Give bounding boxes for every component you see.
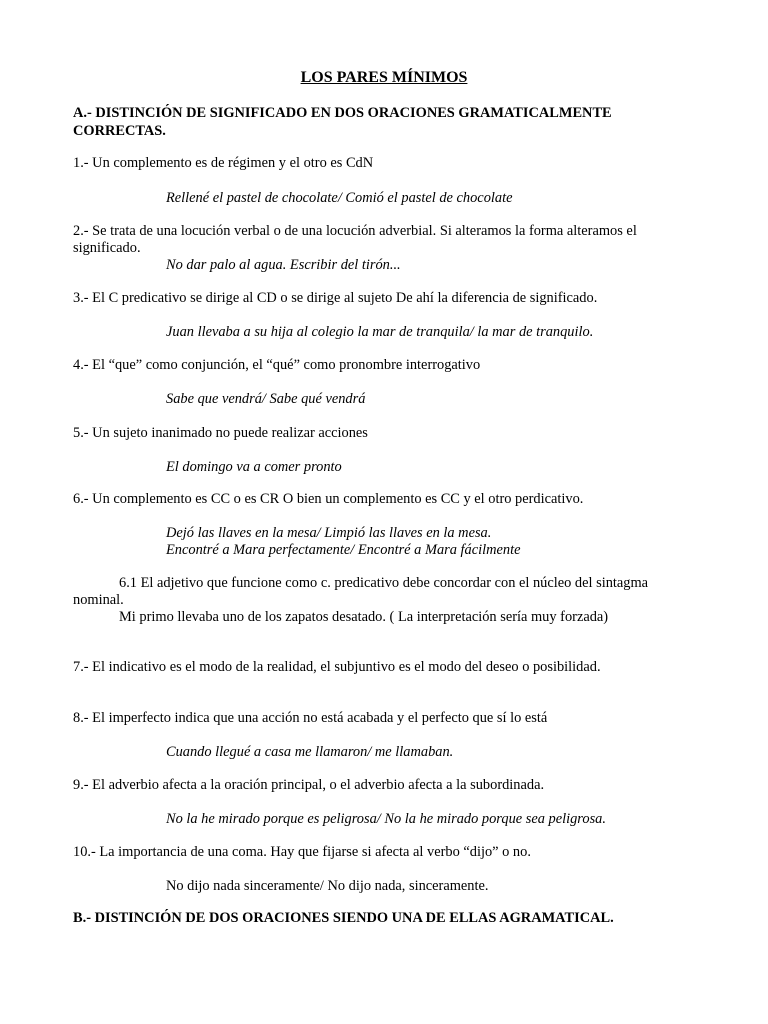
item-6-example-1: Dejó las llaves en la mesa/ Limpió las llaves en la mesa. (166, 525, 492, 541)
item-8-text: 8.- El imperfecto indica que una acción no está acabada y el perfecto que sí lo está (73, 710, 548, 726)
item-5-text: 5.- Un sujeto inanimado no puede realizar acciones (73, 425, 368, 441)
item-5-example: El domingo va a comer pronto (166, 459, 342, 475)
item-9-example: No la he mirado porque es peligrosa/ No la he mirado porque sea peligrosa. (166, 811, 606, 827)
item-1-text: 1.- Un complemento es de régimen y el otro es CdN (73, 155, 374, 171)
item-2-text-line1: 2.- Se trata de una locución verbal o de una locución adverbial. Si alteramos la forma alteramos el (73, 223, 637, 239)
item-3-text: 3.- El C predicativo se dirige al CD o se dirige al sujeto De ahí la diferencia de significado. (73, 290, 598, 306)
item-7-text: 7.- El indicativo es el modo de la realidad, el subjuntivo es el modo del deseo o posibilidad. (73, 659, 601, 675)
item-3-example: Juan llevaba a su hija al colegio la mar de tranquila/ la mar de tranquilo. (166, 324, 594, 340)
item-6-1-example: Mi primo llevaba uno de los zapatos desatado. ( La interpretación sería muy forzada) (119, 609, 609, 625)
item-6-text: 6.- Un complemento es CC o es CR O bien un complemento es CC y el otro perdicativo. (73, 491, 584, 507)
item-9-text: 9.- El adverbio afecta a la oración principal, o el adverbio afecta a la subordinada. (73, 777, 545, 793)
item-6-1-text-line2: nominal. (73, 592, 124, 608)
item-2-text-line2: significado. (73, 240, 141, 256)
section-a-heading-line2: CORRECTAS. (73, 123, 166, 139)
item-4-text: 4.- El “que” como conjunción, el “qué” como pronombre interrogativo (73, 357, 481, 373)
item-10-text: 10.- La importancia de una coma. Hay que fijarse si afecta al verbo “dijo” o no. (73, 844, 531, 860)
item-10-example: No dijo nada sinceramente/ No dijo nada, sinceramente. (166, 878, 489, 894)
item-1-example: Rellené el pastel de chocolate/ Comió el pastel de chocolate (166, 190, 513, 206)
document-title: LOS PARES MÍNIMOS (300, 69, 468, 86)
item-8-example: Cuando llegué a casa me llamaron/ me llamaban. (166, 744, 454, 760)
item-6-1-text-line1: 6.1 El adjetivo que funcione como c. predicativo debe concordar con el núcleo del sintagma (119, 575, 649, 591)
item-2-example: No dar palo al agua. Escribir del tirón... (166, 257, 401, 273)
section-b-heading: B.- DISTINCIÓN DE DOS ORACIONES SIENDO UNA DE ELLAS AGRAMATICAL. (73, 910, 614, 926)
section-a-heading-line1: A.- DISTINCIÓN DE SIGNIFICADO EN DOS ORACIONES GRAMATICALMENTE (73, 105, 612, 121)
item-6-example-2: Encontré a Mara perfectamente/ Encontré a Mara fácilmente (166, 542, 521, 558)
item-4-example: Sabe que vendrá/ Sabe qué vendrá (166, 391, 366, 407)
